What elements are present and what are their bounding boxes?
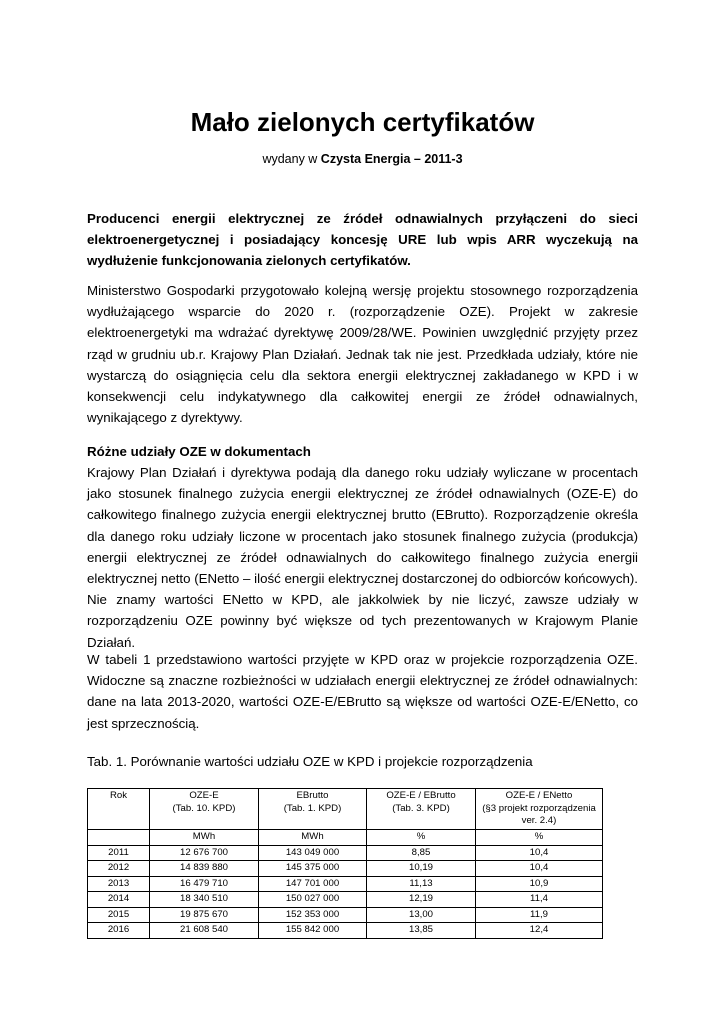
table-row (88, 923, 603, 939)
comparison-table (87, 788, 603, 939)
table-cell: 21 608 540 (150, 923, 259, 939)
table-cell: 12,19 (367, 892, 476, 908)
unit-cell: % (367, 830, 476, 846)
table-cell: 143 049 000 (259, 845, 367, 861)
table-cell: 8,85 (367, 845, 476, 861)
table-cell: 152 353 000 (259, 907, 367, 923)
header-oze-e-ebrutto-source: (Tab. 3. KPD) (392, 802, 450, 814)
body-paragraph-3: W tabeli 1 przedstawiono wartości przyjęte w KPD oraz w projekcie rozporządzenia OZE. Widoczne są znaczne rozbieżności w udziałach energii elektrycznej ze źródeł odnawialnych: dane na lata 2013-2020, wartości OZE-E/EBrutto są większe od wartości OZE-E/ENetto, co jest sprzecznością. (87, 652, 638, 731)
table-row (88, 907, 603, 923)
header-ebrutto-label: EBrutto (296, 790, 329, 801)
table-cell: 2016 (88, 923, 150, 939)
table-cell: 12 676 700 (150, 845, 259, 861)
table-row (88, 876, 603, 892)
table-cell: 18 340 510 (150, 892, 259, 908)
header-oze-e-ebrutto (367, 789, 476, 830)
page-title: Mało zielonych certyfikatów (190, 107, 535, 137)
byline-prefix: wydany w (262, 152, 321, 166)
unit-cell: MWh (150, 830, 259, 846)
unit-cell: MWh (259, 830, 367, 846)
lead-paragraph: Producenci energii elektrycznej ze źródeł odnawialnych przyłączeni do sieci elektroenergetycznej i posiadający koncesję URE lub wpis ARR wyczekują na wydłużenie funkcjonowania zielonych certyfikatów. (87, 211, 638, 269)
header-oze-e-ebrutto-label: OZE-E / EBrutto (386, 790, 456, 801)
header-oze-e-source: (Tab. 10. KPD) (172, 802, 236, 814)
unit-cell (88, 830, 150, 846)
table-cell: 11,4 (476, 892, 603, 908)
header-oze-e-label: OZE-E (189, 790, 219, 801)
header-ebrutto-source: (Tab. 1. KPD) (283, 802, 342, 814)
table-cell: 2014 (88, 892, 150, 908)
table-cell: 2013 (88, 876, 150, 892)
header-ebrutto (259, 789, 367, 830)
header-oze-e-enetto (476, 789, 603, 830)
table-cell: 155 842 000 (259, 923, 367, 939)
table-cell: 11,9 (476, 907, 603, 923)
table-cell: 10,19 (367, 861, 476, 877)
table-header-row (88, 789, 603, 830)
table-cell: 2015 (88, 907, 150, 923)
table-cell: 11,13 (367, 876, 476, 892)
table-cell: 150 027 000 (259, 892, 367, 908)
header-oze-e-enetto-label: OZE-E / ENetto (505, 790, 573, 801)
header-oze-e-enetto-source: (§3 projekt rozporządzenia ver. 2.4) (482, 802, 596, 826)
table-cell: 2011 (88, 845, 150, 861)
header-oze-e (150, 789, 259, 830)
table-cell: 10,4 (476, 845, 603, 861)
table-cell: 10,9 (476, 876, 603, 892)
table-row (88, 892, 603, 908)
table-row (88, 861, 603, 877)
section-heading: Różne udziały OZE w dokumentach (87, 444, 311, 459)
body-paragraph-1: Ministerstwo Gospodarki przygotowało kolejną wersję projektu stosownego rozporządzenia wydłużającego wsparcie do 2020 r. (rozporządzenie OZE). Projekt w zakresie elektroenergetyki ma wdrażać dyrektywę 2009/28/WE. Powinien uwzględnić przyjęty przez rząd w grudniu ub.r. Krajowy Plan Działań. Jednak tak nie jest. Przedkłada udziały, które nie wystarczą do osiągnięcia celu dla sektora energii elektrycznej zakładanego w KPD i w konsekwencji celu indykatywnego dla całkowitej energii ze źródeł odnawialnych, wynikającego z dyrektywy. (87, 283, 638, 426)
table-cell: 12,4 (476, 923, 603, 939)
table-cell: 10,4 (476, 861, 603, 877)
table-cell: 14 839 880 (150, 861, 259, 877)
header-year (88, 789, 150, 830)
body-paragraph-2: Krajowy Plan Działań i dyrektywa podają dla danego roku udziały wyliczane w procentach jako stosunek finalnego zużycia energii elektrycznej ze źródeł odnawialnych (OZE-E) do całkowitego finalnego zużycia energii elektrycznej brutto (EBrutto). Rozporządzenie określa dla danego roku udziały liczone w procentach jako stosunek finalnego zużycia (produkcja) energii elektrycznej ze źródeł odnawialnych do całkowitego finalnego zużycia energii elektrycznej netto (ENetto – ilość energii elektrycznej dostarczonej do odbiorców końcowych). Nie znamy wartości ENetto w KPD, ale jakkolwiek by nie liczyć, zawsze udziały w rozporządzeniu OZE powinny być większe od tych prezentowanych w Krajowym Planie Działań. (87, 465, 638, 650)
table-cell: 147 701 000 (259, 876, 367, 892)
table-cell: 13,00 (367, 907, 476, 923)
table-caption: Tab. 1. Porównanie wartości udziału OZE w KPD i projekcie rozporządzenia (87, 754, 533, 769)
byline (0, 150, 725, 168)
table-cell: 145 375 000 (259, 861, 367, 877)
table-cell: 19 875 670 (150, 907, 259, 923)
unit-cell: % (476, 830, 603, 846)
table-units-row (88, 830, 603, 846)
table-cell: 16 479 710 (150, 876, 259, 892)
header-year-label: Rok (109, 790, 128, 801)
table-cell: 13,85 (367, 923, 476, 939)
table-row (88, 845, 603, 861)
table-cell: 2012 (88, 861, 150, 877)
byline-source: Czysta Energia – 2011-3 (320, 152, 463, 166)
